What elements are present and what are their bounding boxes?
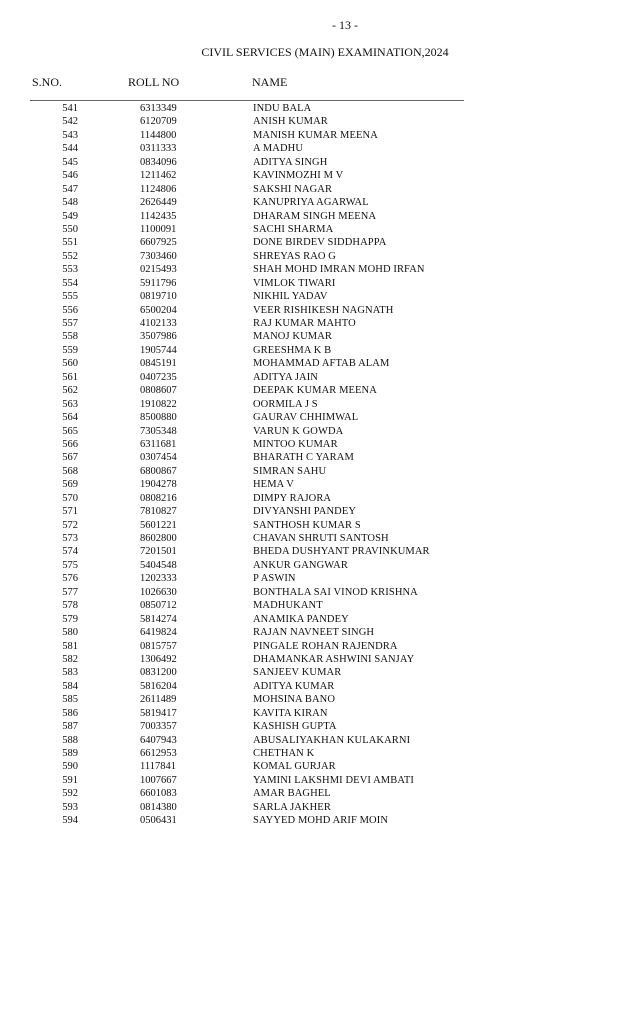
- cell-name: KASHISH GUPTA: [253, 721, 337, 733]
- table-row: [0, 505, 626, 518]
- cell-roll-no: 6607925: [140, 237, 177, 249]
- cell-sno: 550: [62, 223, 78, 235]
- cell-sno: 563: [62, 398, 78, 410]
- cell-roll-no: 0819710: [140, 291, 177, 303]
- cell-name: CHETHAN K: [253, 748, 315, 759]
- table-row: [0, 371, 626, 384]
- exam-title: CIVIL SERVICES (MAIN) EXAMINATION,2024: [201, 45, 449, 59]
- table-row: [0, 559, 626, 572]
- cell-sno: 564: [62, 412, 78, 424]
- cell-sno: 546: [62, 170, 78, 182]
- cell-sno: 541: [62, 103, 78, 114]
- table-row: [0, 263, 626, 276]
- cell-sno: 583: [62, 667, 78, 679]
- cell-sno: 559: [62, 344, 78, 356]
- cell-name: VARUN K GOWDA: [253, 425, 344, 437]
- cell-sno: 545: [62, 156, 78, 168]
- cell-name: VIMLOK TIWARI: [253, 277, 336, 289]
- cell-sno: 543: [62, 129, 78, 141]
- cell-name: ADITYA SINGH: [253, 156, 328, 168]
- cell-sno: 581: [62, 640, 78, 652]
- table-row: [0, 183, 626, 196]
- column-header-sno: S.NO.: [32, 75, 63, 89]
- cell-name: SAYYED MOHD ARIF MOIN: [253, 815, 389, 827]
- cell-sno: 562: [62, 385, 78, 397]
- cell-name: MOHSINA BANO: [253, 694, 336, 706]
- cell-roll-no: 5911796: [140, 277, 177, 289]
- table-row: [0, 438, 626, 451]
- cell-roll-no: 0845191: [140, 358, 177, 370]
- cell-roll-no: 6311681: [140, 438, 177, 450]
- cell-roll-no: 7003357: [140, 721, 177, 733]
- table-row: [0, 384, 626, 397]
- table-row: [0, 787, 626, 800]
- table-row: [0, 196, 626, 209]
- cell-sno: 587: [62, 721, 78, 733]
- cell-name: GREESHMA K B: [253, 344, 332, 356]
- table-row: [0, 707, 626, 720]
- cell-sno: 556: [62, 304, 78, 316]
- cell-roll-no: 6419824: [140, 627, 177, 639]
- cell-roll-no: 6800867: [140, 465, 177, 477]
- cell-name: ANKUR GANGWAR: [253, 559, 348, 571]
- table-row: [0, 680, 626, 693]
- cell-name: BHARATH C YARAM: [253, 452, 354, 464]
- cell-sno: 576: [62, 573, 78, 585]
- cell-sno: 555: [62, 291, 78, 303]
- cell-name: DONE BIRDEV SIDDHAPPA: [253, 237, 387, 249]
- cell-sno: 558: [62, 331, 78, 343]
- cell-name: DHAMANKAR ASHWINI SANJAY: [253, 653, 415, 665]
- cell-roll-no: 1007667: [140, 774, 177, 786]
- cell-sno: 561: [62, 371, 78, 383]
- cell-name: DIVYANSHI PANDEY: [253, 506, 357, 518]
- table-row: [0, 451, 626, 464]
- cell-roll-no: 1026630: [140, 586, 177, 598]
- cell-name: KAVINMOZHI M V: [253, 170, 344, 182]
- table-row: [0, 330, 626, 343]
- cell-sno: 554: [62, 277, 78, 289]
- cell-sno: 577: [62, 586, 78, 598]
- cell-roll-no: 1905744: [140, 344, 177, 356]
- table-row: [0, 129, 626, 142]
- table-row: [0, 398, 626, 411]
- cell-sno: 542: [62, 116, 78, 128]
- table-row: [0, 640, 626, 653]
- cell-roll-no: 5814274: [140, 613, 177, 625]
- table-row: [0, 357, 626, 370]
- table-row: [0, 666, 626, 679]
- cell-roll-no: 8602800: [140, 533, 177, 544]
- table-row: [0, 425, 626, 438]
- cell-roll-no: 6120709: [140, 116, 177, 128]
- cell-name: DHARAM SINGH MEENA: [253, 210, 377, 222]
- cell-roll-no: 2626449: [140, 197, 177, 209]
- column-header-roll-no: ROLL NO: [128, 75, 180, 89]
- cell-sno: 569: [62, 479, 78, 491]
- cell-roll-no: 6313349: [140, 103, 177, 114]
- cell-roll-no: 0808216: [140, 492, 177, 504]
- cell-sno: 574: [62, 546, 78, 558]
- table-row: [0, 210, 626, 223]
- cell-roll-no: 0215493: [140, 264, 177, 276]
- table-row: [0, 532, 626, 545]
- cell-sno: 586: [62, 707, 78, 719]
- cell-name: KOMAL GURJAR: [253, 761, 336, 773]
- cell-roll-no: 1306492: [140, 653, 177, 665]
- table-row: [0, 801, 626, 814]
- table-row: [0, 814, 626, 827]
- table-row: [0, 344, 626, 357]
- cell-roll-no: 1100091: [140, 223, 177, 235]
- cell-roll-no: 0808607: [140, 385, 177, 397]
- cell-roll-no: 1117841: [140, 761, 176, 773]
- cell-sno: 557: [62, 318, 78, 329]
- cell-roll-no: 1910822: [140, 398, 177, 410]
- table-row: [0, 613, 626, 626]
- table-row: [0, 760, 626, 773]
- cell-name: OORMILA J S: [253, 398, 318, 410]
- cell-sno: 553: [62, 264, 78, 276]
- table-row: [0, 492, 626, 505]
- cell-name: A MADHU: [253, 143, 303, 155]
- cell-name: INDU BALA: [253, 103, 312, 114]
- table-row: [0, 250, 626, 263]
- cell-roll-no: 0814380: [140, 801, 177, 813]
- cell-name: ADITYA KUMAR: [253, 680, 335, 692]
- cell-sno: 579: [62, 613, 78, 625]
- table-row: [0, 156, 626, 169]
- table-row: [0, 572, 626, 585]
- cell-roll-no: 6407943: [140, 734, 177, 746]
- cell-sno: 573: [62, 533, 78, 544]
- cell-sno: 580: [62, 627, 78, 639]
- cell-sno: 584: [62, 680, 78, 692]
- table-row: [0, 693, 626, 706]
- cell-name: SAKSHI NAGAR: [253, 183, 333, 195]
- cell-sno: 589: [62, 748, 78, 759]
- cell-sno: 568: [62, 465, 78, 477]
- cell-roll-no: 5404548: [140, 559, 177, 571]
- cell-roll-no: 7810827: [140, 506, 177, 518]
- cell-name: SANJEEV KUMAR: [253, 667, 342, 679]
- cell-roll-no: 5816204: [140, 680, 177, 692]
- cell-name: DIMPY RAJORA: [253, 492, 332, 504]
- cell-name: YAMINI LAKSHMI DEVI AMBATI: [253, 774, 414, 786]
- table-row: [0, 277, 626, 290]
- cell-name: SHREYAS RAO G: [253, 250, 336, 262]
- cell-sno: 565: [62, 425, 78, 437]
- cell-roll-no: 7201501: [140, 546, 177, 558]
- cell-name: ANISH KUMAR: [253, 116, 328, 128]
- cell-sno: 585: [62, 694, 78, 706]
- cell-roll-no: 6601083: [140, 788, 177, 800]
- table-row: [0, 720, 626, 733]
- cell-roll-no: 1144800: [140, 129, 177, 141]
- cell-sno: 590: [62, 761, 78, 773]
- cell-roll-no: 1211462: [140, 170, 177, 182]
- cell-name: KANUPRIYA AGARWAL: [253, 197, 369, 209]
- cell-sno: 544: [62, 143, 78, 155]
- cell-name: VEER RISHIKESH NAGNATH: [253, 304, 394, 316]
- cell-sno: 578: [62, 600, 78, 612]
- cell-roll-no: 8500880: [140, 412, 177, 424]
- table-row: [0, 586, 626, 599]
- cell-name: SACHI SHARMA: [253, 223, 334, 235]
- cell-sno: 548: [62, 197, 78, 209]
- cell-name: MANOJ KUMAR: [253, 331, 332, 343]
- cell-roll-no: 1904278: [140, 479, 177, 491]
- cell-name: ADITYA JAIN: [253, 371, 318, 383]
- cell-name: RAJAN NAVNEET SINGH: [253, 627, 375, 639]
- cell-sno: 551: [62, 237, 78, 249]
- column-header-name: NAME: [252, 75, 288, 89]
- table-row: [0, 747, 626, 760]
- cell-name: BONTHALA SAI VINOD KRISHNA: [253, 586, 418, 598]
- cell-roll-no: 3507986: [140, 331, 177, 343]
- cell-name: MOHAMMAD AFTAB ALAM: [253, 358, 390, 370]
- cell-sno: 571: [62, 506, 78, 518]
- result-list: [0, 102, 626, 828]
- cell-name: HEMA V: [253, 479, 294, 491]
- table-row: [0, 223, 626, 236]
- table-row: [0, 465, 626, 478]
- table-row: [0, 115, 626, 128]
- cell-name: SIMRAN SAHU: [253, 465, 327, 477]
- cell-sno: 582: [62, 653, 78, 665]
- cell-sno: 570: [62, 492, 78, 504]
- cell-sno: 547: [62, 183, 78, 195]
- table-row: [0, 478, 626, 491]
- cell-roll-no: 0307454: [140, 452, 177, 464]
- cell-name: ABUSALIYAKHAN KULAKARNI: [253, 734, 411, 746]
- cell-roll-no: 2611489: [140, 694, 177, 706]
- cell-name: DEEPAK KUMAR MEENA: [253, 385, 377, 397]
- cell-name: SARLA JAKHER: [253, 801, 331, 813]
- table-row: [0, 304, 626, 317]
- cell-name: AMAR BAGHEL: [253, 788, 331, 800]
- cell-sno: 588: [62, 734, 78, 746]
- cell-roll-no: 6612953: [140, 748, 177, 759]
- cell-name: SHAH MOHD IMRAN MOHD IRFAN: [253, 264, 425, 276]
- cell-sno: 592: [62, 788, 78, 800]
- header-divider: [30, 100, 464, 101]
- table-row: [0, 626, 626, 639]
- cell-roll-no: 0407235: [140, 371, 177, 383]
- cell-name: PINGALE ROHAN RAJENDRA: [253, 640, 398, 652]
- table-row: [0, 734, 626, 747]
- cell-roll-no: 4102133: [140, 318, 177, 329]
- cell-name: CHAVAN SHRUTI SANTOSH: [253, 533, 389, 544]
- cell-roll-no: 6500204: [140, 304, 177, 316]
- table-row: [0, 545, 626, 558]
- table-row: [0, 169, 626, 182]
- cell-sno: 594: [62, 815, 78, 827]
- cell-roll-no: 0850712: [140, 600, 177, 612]
- cell-roll-no: 1202333: [140, 573, 177, 585]
- cell-name: MADHUKANT: [253, 600, 323, 612]
- cell-name: MANISH KUMAR MEENA: [253, 129, 378, 141]
- table-row: [0, 290, 626, 303]
- cell-name: BHEDA DUSHYANT PRAVINKUMAR: [253, 546, 430, 558]
- cell-roll-no: 5601221: [140, 519, 177, 531]
- cell-roll-no: 0834096: [140, 156, 177, 168]
- cell-sno: 575: [62, 559, 78, 571]
- table-row: [0, 102, 626, 115]
- cell-name: NIKHIL YADAV: [253, 291, 328, 303]
- cell-name: SANTHOSH KUMAR S: [253, 519, 361, 531]
- cell-name: GAURAV CHHIMWAL: [253, 412, 359, 424]
- cell-roll-no: 0831200: [140, 667, 177, 679]
- table-row: [0, 599, 626, 612]
- table-row: [0, 317, 626, 330]
- cell-roll-no: 1142435: [140, 210, 177, 222]
- cell-roll-no: 0311333: [140, 143, 177, 155]
- cell-sno: 572: [62, 519, 78, 531]
- cell-roll-no: 5819417: [140, 707, 177, 719]
- cell-sno: 552: [62, 250, 78, 262]
- table-row: [0, 411, 626, 424]
- table-row: [0, 519, 626, 532]
- table-row: [0, 236, 626, 249]
- cell-roll-no: 7305348: [140, 425, 177, 437]
- cell-sno: 567: [62, 452, 78, 464]
- cell-roll-no: 0815757: [140, 640, 177, 652]
- cell-sno: 591: [62, 774, 78, 786]
- cell-sno: 549: [62, 210, 78, 222]
- cell-sno: 560: [62, 358, 78, 370]
- table-row: [0, 142, 626, 155]
- cell-name: MINTOO KUMAR: [253, 438, 338, 450]
- cell-name: P ASWIN: [253, 573, 296, 585]
- cell-roll-no: 7303460: [140, 250, 177, 262]
- cell-name: ANAMIKA PANDEY: [253, 613, 349, 625]
- page-number: - 13 -: [332, 18, 358, 32]
- cell-roll-no: 0506431: [140, 815, 177, 827]
- cell-sno: 566: [62, 438, 78, 450]
- table-row: [0, 653, 626, 666]
- cell-name: KAVITA KIRAN: [253, 707, 328, 719]
- cell-roll-no: 1124806: [140, 183, 177, 195]
- cell-name: RAJ KUMAR MAHTO: [253, 318, 356, 329]
- table-row: [0, 774, 626, 787]
- cell-sno: 593: [62, 801, 78, 813]
